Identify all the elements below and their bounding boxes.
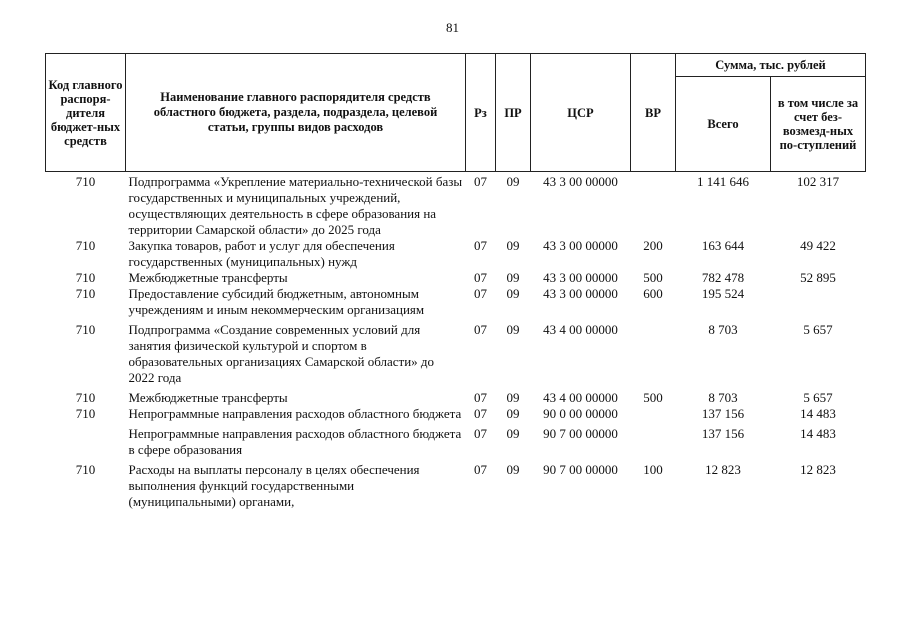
cell-csr: 43 4 00 00000 bbox=[543, 390, 618, 405]
cell-name: Межбюджетные трансферты bbox=[128, 390, 288, 405]
cell-pr: 09 bbox=[506, 270, 520, 285]
table-row bbox=[46, 462, 866, 510]
header-free: в том числе за счет без-возмезд-ных по-ступлений bbox=[771, 77, 866, 172]
cell-name: Межбюджетные трансферты bbox=[128, 270, 288, 285]
header-csr: ЦСР bbox=[531, 54, 631, 172]
cell-rz: 07 bbox=[474, 426, 487, 441]
cell-total: 1 141 646 bbox=[697, 174, 749, 189]
cell-pr: 09 bbox=[506, 406, 520, 421]
table-row bbox=[46, 172, 866, 239]
cell-code: 710 bbox=[75, 322, 96, 337]
cell-code: 710 bbox=[75, 462, 96, 477]
cell-csr: 43 4 00 00000 bbox=[543, 322, 618, 337]
cell-vr: 500 bbox=[643, 390, 663, 405]
cell-vr: 500 bbox=[643, 270, 663, 285]
cell-rz: 07 bbox=[474, 270, 487, 285]
cell-pr: 09 bbox=[506, 238, 520, 253]
cell-free: 5 657 bbox=[803, 390, 833, 405]
table-row bbox=[46, 238, 866, 270]
cell-code bbox=[46, 426, 126, 462]
cell-code: 710 bbox=[75, 238, 96, 253]
cell-pr: 09 bbox=[506, 322, 520, 337]
cell-free: 14 483 bbox=[800, 426, 836, 441]
cell-free: 52 895 bbox=[800, 270, 836, 285]
header-sum: Сумма, тыс. рублей bbox=[676, 54, 866, 77]
header-vr: ВР bbox=[631, 54, 676, 172]
cell-free: 5 657 bbox=[803, 322, 833, 337]
cell-pr: 09 bbox=[506, 174, 520, 189]
cell-vr: 600 bbox=[643, 286, 663, 301]
cell-free: 102 317 bbox=[796, 174, 840, 189]
cell-pr: 09 bbox=[506, 390, 520, 405]
cell-rz: 07 bbox=[474, 174, 487, 189]
cell-rz: 07 bbox=[474, 286, 487, 301]
cell-free: 12 823 bbox=[800, 462, 836, 477]
cell-free bbox=[771, 286, 866, 322]
cell-total: 8 703 bbox=[708, 322, 738, 337]
cell-name: Подпрограмма «Создание современных условий для занятия физической культурой и спортом в образовательных организациях Самарской области» до 2022 года bbox=[128, 322, 435, 385]
cell-rz: 07 bbox=[474, 238, 487, 253]
table-row bbox=[46, 270, 866, 286]
cell-csr: 90 7 00 00000 bbox=[543, 462, 618, 477]
cell-total: 8 703 bbox=[708, 390, 738, 405]
cell-vr: 100 bbox=[643, 462, 663, 477]
cell-code: 710 bbox=[75, 390, 96, 405]
cell-total: 163 644 bbox=[701, 238, 745, 253]
cell-rz: 07 bbox=[474, 406, 487, 421]
cell-name: Подпрограмма «Укрепление материально-технической базы государственных и муниципальных учреждений, осуществляющих деятельность в сфере образования на территории Самарской области» до 2025 года bbox=[128, 174, 463, 237]
cell-code: 710 bbox=[75, 286, 96, 301]
cell-pr: 09 bbox=[506, 462, 520, 477]
header-rz: Рз bbox=[466, 54, 496, 172]
cell-pr: 09 bbox=[506, 286, 520, 301]
cell-csr: 43 3 00 00000 bbox=[543, 270, 618, 285]
cell-code: 710 bbox=[75, 406, 96, 421]
header-total: Всего bbox=[676, 77, 771, 172]
header-name: Наименование главного распорядителя средств областного бюджета, раздела, подраздела, целевой статьи, группы видов расходов bbox=[126, 54, 466, 172]
cell-name: Расходы на выплаты персоналу в целях обеспечения выполнения функций государственными (муниципальными) органами, bbox=[128, 462, 420, 509]
cell-name: Непрограммные направления расходов областного бюджета bbox=[128, 406, 462, 421]
cell-rz: 07 bbox=[474, 390, 487, 405]
cell-total: 12 823 bbox=[705, 462, 741, 477]
budget-table bbox=[45, 53, 866, 510]
cell-csr: 43 3 00 00000 bbox=[543, 174, 618, 189]
cell-vr: 200 bbox=[643, 238, 663, 253]
cell-name: Закупка товаров, работ и услуг для обеспечения государственных (муниципальных) нужд bbox=[128, 238, 395, 269]
header-pr: ПР bbox=[496, 54, 531, 172]
header-code: Код главного распоря-дителя бюджет-ных средств bbox=[46, 54, 126, 172]
cell-csr: 43 3 00 00000 bbox=[543, 286, 618, 301]
cell-rz: 07 bbox=[474, 322, 487, 337]
table-row bbox=[46, 286, 866, 322]
cell-total: 195 524 bbox=[701, 286, 745, 301]
cell-total: 137 156 bbox=[701, 406, 745, 421]
cell-free: 14 483 bbox=[800, 406, 836, 421]
cell-code: 710 bbox=[75, 270, 96, 285]
cell-rz: 07 bbox=[474, 462, 487, 477]
cell-total: 782 478 bbox=[701, 270, 745, 285]
table-row bbox=[46, 406, 866, 426]
cell-name: Предоставление субсидий бюджетным, автономным учреждениям и иным некоммерческим организациям bbox=[128, 286, 425, 317]
cell-name: Непрограммные направления расходов областного бюджета в сфере образования bbox=[128, 426, 462, 457]
page-number: 81 bbox=[446, 20, 459, 35]
cell-csr: 90 0 00 00000 bbox=[543, 406, 618, 421]
table-row bbox=[46, 426, 866, 462]
header-row-top bbox=[46, 54, 866, 77]
cell-csr: 90 7 00 00000 bbox=[543, 426, 618, 441]
cell-vr bbox=[631, 322, 676, 390]
cell-pr: 09 bbox=[506, 426, 520, 441]
table-row bbox=[46, 322, 866, 390]
cell-vr bbox=[631, 406, 676, 426]
table-row bbox=[46, 390, 866, 406]
cell-vr bbox=[631, 426, 676, 462]
cell-code: 710 bbox=[75, 174, 96, 189]
cell-vr bbox=[631, 172, 676, 239]
cell-total: 137 156 bbox=[701, 426, 745, 441]
cell-csr: 43 3 00 00000 bbox=[543, 238, 618, 253]
cell-free: 49 422 bbox=[800, 238, 836, 253]
